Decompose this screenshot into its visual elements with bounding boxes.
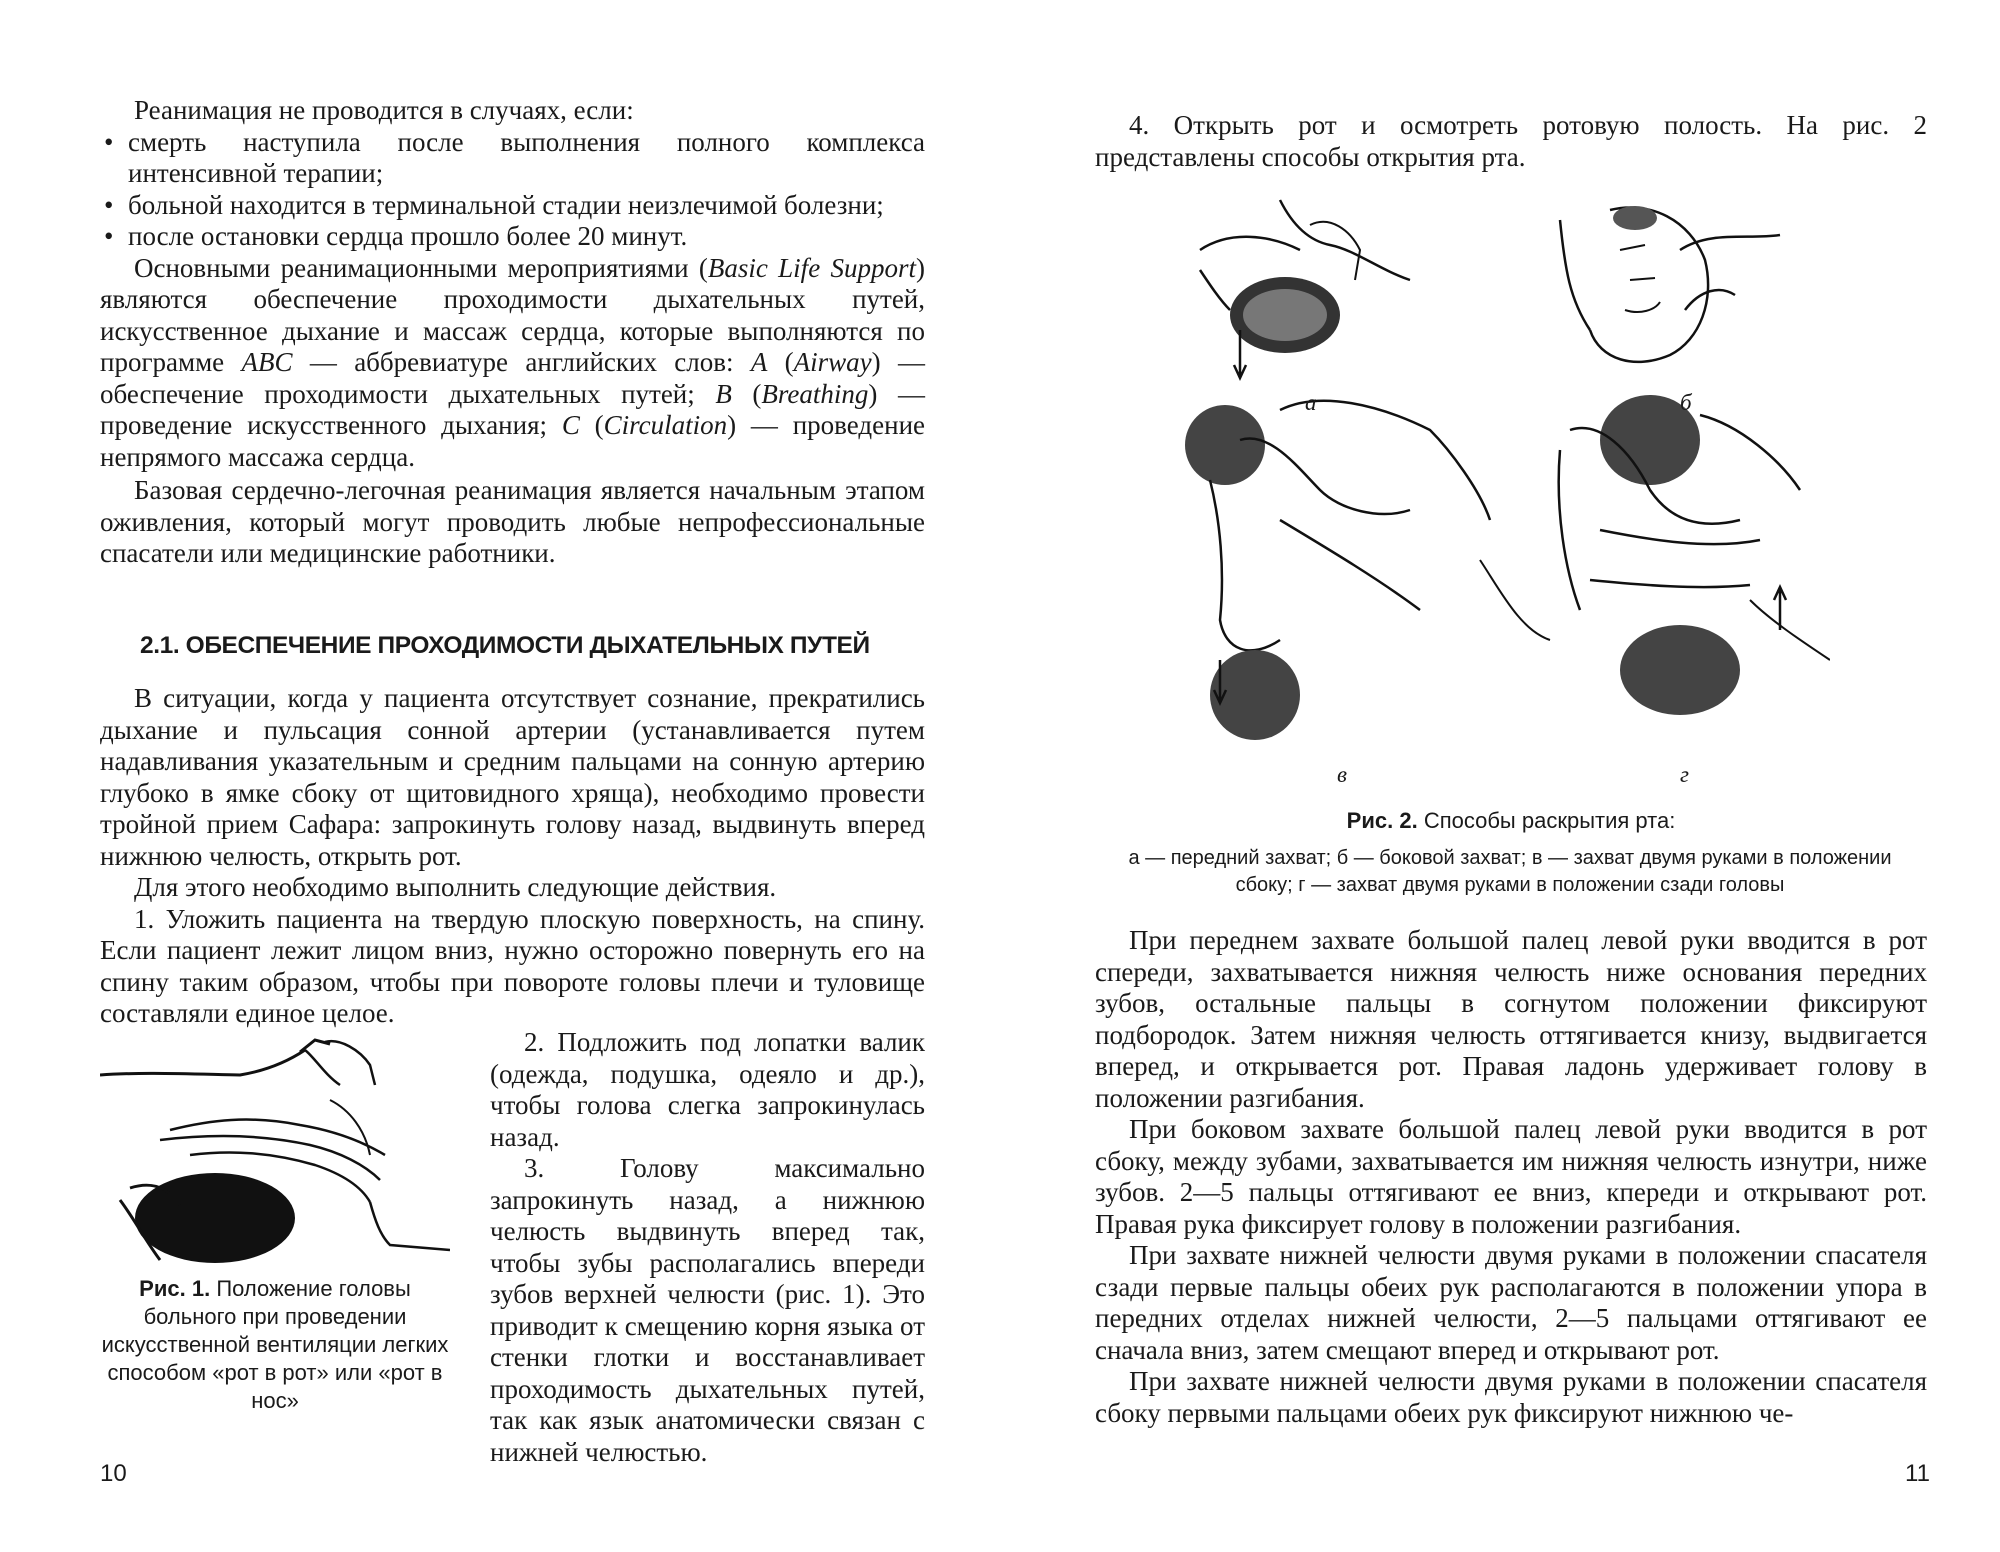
actions-paragraph: Для этого необходимо выполнить следующие действия. [134,872,777,902]
figure-2 [1180,190,1830,790]
figure-2-label: Рис. 2. [1346,808,1418,833]
abc-paragraph: Основными реанимационными мероприятиями (Basic Life Support) являются обеспечение проходимости дыхательных путей, искусственное дыхание и массаж сердца, которые выполняются по программе ABC — аббревиатуре английских слов: A (Airway) — обеспечение проходимости дыхательных путей; B (Breathing) — проведение искусственного дыхания; C (Circulation) — проведение непрямого массажа сердца. [100,252,926,472]
page-number-left: 10 [100,1460,127,1487]
figure-1-caption-text: Положение головы больного при проведении искусственной вентиляции легких способом «рот в рот» или «рот в нос» [101,1276,449,1413]
left-top-column [100,95,925,570]
page-number-right: 11 [1905,1460,1930,1487]
basic-resuscitation-paragraph: Базовая сердечно-легочная реанимация является начальным этапом оживления, который могут проводить любые непрофессиональные спасатели или медицинские работники. [100,475,925,568]
step-4: 4. Открыть рот и осмотреть ротовую полость. На рис. 2 представлены способы открытия рта. [1095,110,1927,172]
section-heading: 2.1. ОБЕСПЕЧЕНИЕ ПРОХОДИМОСТИ ДЫХАТЕЛЬНЫХ ПУТЕЙ [140,632,870,659]
lateral-grip-illustration [1560,206,1780,362]
behind-grip-paragraph: При захвате нижней челюсти двумя руками в положении спасателя сзади первые пальцы обеих рук располагаются в положении упора в передних отделах нижней челюсти, 2—5 пальцами оттягивают ее сначала вниз, затем смещают вперед и открывают рот. [1095,1240,1927,1365]
step-3: 3. Голову максимально запрокинуть назад, а нижнюю челюсть выдвинуть вперед так, чтобы зубы располагались впереди зубов верхней челюсти (рис. 1). Это приводит к смещению корня языка от стенки глотки и восстанавливает проходимость дыхательных путей, так как язык анатомически связан с нижней челюстью. [490,1153,925,1467]
figure-1-label: Рис. 1. [139,1276,211,1301]
step-2: 2. Подложить под лопатки валик (одежда, подушка, одеяло и др.), чтобы голова слегка запрокинулась назад. [490,1027,925,1152]
figure-2-sublabel-g: г [1680,762,1689,787]
figure-2-sublabel-b: б [1680,390,1692,415]
figure-2-sublabel-v: в [1337,762,1347,787]
head-tilt-illustration [100,1030,450,1265]
bullet-item: • больной находится в терминальной стадии неизлечимой болезни; [100,190,925,222]
right-main-column [1095,925,1927,1429]
right-top-column [1095,110,1927,173]
situation-paragraph: В ситуации, когда у пациента отсутствует сознание, прекратились дыхание и пульсация сонной артерии (устанавливается путем надавливания указательным и средним пальцами на сонную артерию глубоко в ямке сбоку от щитовидного хряща), необходимо провести тройной прием Сафара: запрокинуть голову назад, выдвинуть вперед нижнюю челюсть, открыть рот. [100,683,925,871]
figure-1-caption [100,1275,450,1415]
figure-2-description: а — передний захват; б — боковой захват; в — захват двумя руками в положении сбоку; г — захват двумя руками в положении сзади головы [1128,847,1892,896]
anterior-grip-paragraph: При переднем захвате большой палец левой руки вводится в рот спереди, захватывается нижняя челюсть ниже основания передних зубов, остальные пальцы в согнутом положении фиксируют подбородок. Затем нижняя челюсть оттягивается книзу, выдвигается вперед, и открывается рот. Правая ладонь удерживает голову в положении разгибания. [1095,925,1927,1113]
left-mid-column [100,683,925,1030]
figure-2-title [1095,808,1927,834]
bullet-item: • смерть наступила после выполнения полного комплекса интенсивной терапии; [100,127,925,190]
figure-2-sublabel-a: а [1305,390,1317,415]
left-steps-column [490,1027,925,1468]
intro-text: Реанимация не проводится в случаях, если: [134,95,634,125]
figure-1 [100,1030,450,1265]
figure-2-title-text: Способы раскрытия рта: [1423,808,1676,833]
anterior-grip-illustration [1200,200,1410,378]
side-hands-grip-paragraph: При захвате нижней челюсти двумя руками в положении спасателя сбоку первыми пальцами обеих рук фиксируют нижнюю че- [1095,1366,1927,1428]
step-1: 1. Уложить пациента на твердую плоскую поверхность, на спину. Если пациент лежит лицом вниз, нужно осторожно повернуть его на спину таким образом, чтобы при повороте головы плечи и туловище составляли единое целое. [100,903,925,1028]
lateral-grip-paragraph: При боковом захвате большой палец левой руки вводится в рот сбоку, между зубами, захватывается им нижняя челюсть изнутри, ниже зубов. 2—5 пальцы оттягивают ее вниз, кпереди и открывают рот. Правая рука фиксирует голову в положении разгибания. [1095,1114,1927,1239]
bullet-item: • после остановки сердца прошло более 20 минут. [100,221,925,253]
figure-2-illustrations [1180,190,1830,790]
right-page [1000,0,2000,1552]
two-hand-behind-grip-illustration [1559,395,1830,715]
two-hand-side-grip-illustration [1185,401,1550,740]
